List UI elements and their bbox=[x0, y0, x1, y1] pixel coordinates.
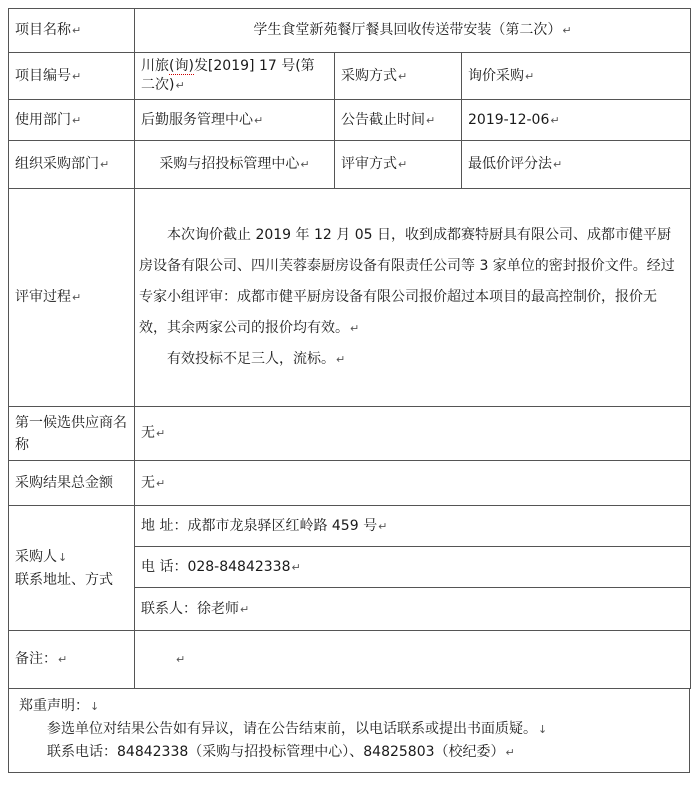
eval-label: 评审方式 bbox=[341, 156, 397, 172]
contact-label-cell: 采购人↓ 联系地址、方式 bbox=[9, 506, 135, 631]
row-remarks bbox=[9, 631, 691, 689]
row-org-department bbox=[9, 141, 691, 189]
deadline-label: 公告截止时间 bbox=[341, 111, 425, 128]
process-paragraph-2: 有效投标不足三人，流标。 bbox=[167, 351, 335, 367]
org-dept-value: 采购与招投标管理中心 bbox=[159, 156, 300, 172]
first-supplier-label: 第一候选供应商名称 bbox=[15, 414, 127, 453]
org-dept-label: 组织采购部门 bbox=[15, 156, 99, 172]
declaration-cell: 郑重声明：↓ 参选单位对结果公告如有异议，请在公告结束前，以电话联系或提出书面质疑。↓ 联系电话：84842338（采购与招投标管理中心）、84825803（校纪委）↵ bbox=[9, 689, 690, 773]
eval-value: 最低价评分法 bbox=[468, 156, 552, 172]
project-name-label: 项目名称 bbox=[15, 22, 71, 38]
total-amount-label: 采购结果总金额 bbox=[15, 475, 113, 491]
project-name-value: 学生食堂新苑餐厅餐具回收传送带安装（第二次） bbox=[253, 22, 562, 38]
project-number-suffix: 发[2019] 17 号(第二次) bbox=[141, 58, 315, 93]
contact-address-cell: 地 址：成都市龙泉驿区红岭路 459 号↵ bbox=[135, 506, 691, 547]
contact-phone-cell: 电 话：028-84842338↵ bbox=[135, 547, 691, 588]
remarks-value-cell: ↵ bbox=[135, 631, 691, 689]
row-total-amount bbox=[9, 461, 691, 506]
total-amount-value-cell: 无↵ bbox=[135, 461, 691, 506]
dept-value-cell: 后勤服务管理中心↵ bbox=[135, 100, 335, 141]
process-label-cell: 评审过程↵ bbox=[9, 189, 135, 407]
project-number-label: 项目编号 bbox=[15, 67, 71, 84]
remarks-label-cell: 备注：↵ bbox=[9, 631, 135, 689]
total-amount-label-cell bbox=[9, 461, 135, 506]
dept-label: 使用部门 bbox=[15, 111, 71, 128]
process-text-cell: 本次询价截止 2019 年 12 月 05 日，收到成都赛特厨具有限公司、成都市健平厨房设备有限公司、四川芙蓉泰厨房设备有限责任公司等 3 家单位的密封报价文件。经过专家小组评审：成都市健平厨房设备有限公司报价超过本项目的最高控制价，报价无效，其余两家公司的报价均有效。↵ 有效投标不足三人，流标。↵ bbox=[135, 189, 691, 407]
announcement-document bbox=[8, 8, 690, 773]
contact-phone: 电 话：028-84842338 bbox=[141, 558, 291, 575]
declaration-line-1: 参选单位对结果公告如有异议，请在公告结束前，以电话联系或提出书面质疑。 bbox=[47, 721, 537, 737]
declaration-box bbox=[8, 688, 690, 773]
dept-label-cell: 使用部门↵ bbox=[9, 100, 135, 141]
row-project-name bbox=[9, 9, 691, 53]
deadline-label-cell: 公告截止时间↵ bbox=[335, 100, 462, 141]
first-supplier-label-cell bbox=[9, 407, 135, 461]
method-value-cell: 询价采购↵ bbox=[462, 53, 691, 100]
contact-label-line-2: 联系地址、方式 bbox=[15, 571, 113, 588]
org-dept-label-cell: 组织采购部门↵ bbox=[9, 141, 135, 189]
row-first-supplier bbox=[9, 407, 691, 461]
project-number-value-cell: 川旅(询)发[2019] 17 号(第二次)↵ bbox=[135, 53, 335, 100]
contact-person-cell: 联系人：徐老师↵ bbox=[135, 588, 691, 631]
total-amount-value: 无 bbox=[141, 474, 155, 491]
method-value: 询价采购 bbox=[468, 67, 524, 84]
row-evaluation-process bbox=[9, 189, 691, 407]
project-name-label-cell: 项目名称↵ bbox=[9, 9, 135, 53]
declaration-title: 郑重声明： bbox=[19, 698, 89, 714]
row-project-number bbox=[9, 53, 691, 100]
row-contact-address bbox=[9, 506, 691, 547]
method-label: 采购方式 bbox=[341, 67, 397, 84]
result-table bbox=[8, 8, 691, 689]
method-label-cell: 采购方式↵ bbox=[335, 53, 462, 100]
process-label: 评审过程 bbox=[15, 289, 71, 305]
row-department bbox=[9, 100, 691, 141]
contact-address: 地 址：成都市龙泉驿区红岭路 459 号 bbox=[141, 517, 378, 534]
contact-person: 联系人：徐老师 bbox=[141, 600, 239, 617]
deadline-value-cell: 2019-12-06↵ bbox=[462, 100, 691, 141]
remarks-label: 备注： bbox=[15, 651, 57, 667]
deadline-value: 2019-12-06 bbox=[468, 111, 550, 128]
eval-value-cell: 最低价评分法↵ bbox=[462, 141, 691, 189]
org-dept-value-cell: 采购与招投标管理中心↵ bbox=[135, 141, 335, 189]
project-number-label-cell: 项目编号↵ bbox=[9, 53, 135, 100]
first-supplier-value: 无 bbox=[141, 425, 155, 441]
project-number-underlined: (询) bbox=[169, 58, 194, 74]
contact-label-line-1: 采购人 bbox=[15, 548, 57, 565]
process-paragraph-1: 本次询价截止 2019 年 12 月 05 日，收到成都赛特厨具有限公司、成都市健平厨房设备有限公司、四川芙蓉泰厨房设备有限责任公司等 3 家单位的密封报价文件。经过专家小组评审：成都市健平厨房设备有限公司报价超过本项目的最高控制价，报价无效，其余两家公司的报价均有效。 bbox=[139, 227, 675, 336]
project-name-value-cell: 学生食堂新苑餐厅餐具回收传送带安装（第二次）↵ bbox=[135, 9, 691, 53]
eval-label-cell: 评审方式↵ bbox=[335, 141, 462, 189]
first-supplier-value-cell: 无↵ bbox=[135, 407, 691, 461]
dept-value: 后勤服务管理中心 bbox=[141, 111, 253, 128]
project-number-prefix: 川旅 bbox=[141, 58, 169, 74]
declaration-line-2: 联系电话：84842338（采购与招投标管理中心）、84825803（校纪委） bbox=[47, 744, 505, 760]
